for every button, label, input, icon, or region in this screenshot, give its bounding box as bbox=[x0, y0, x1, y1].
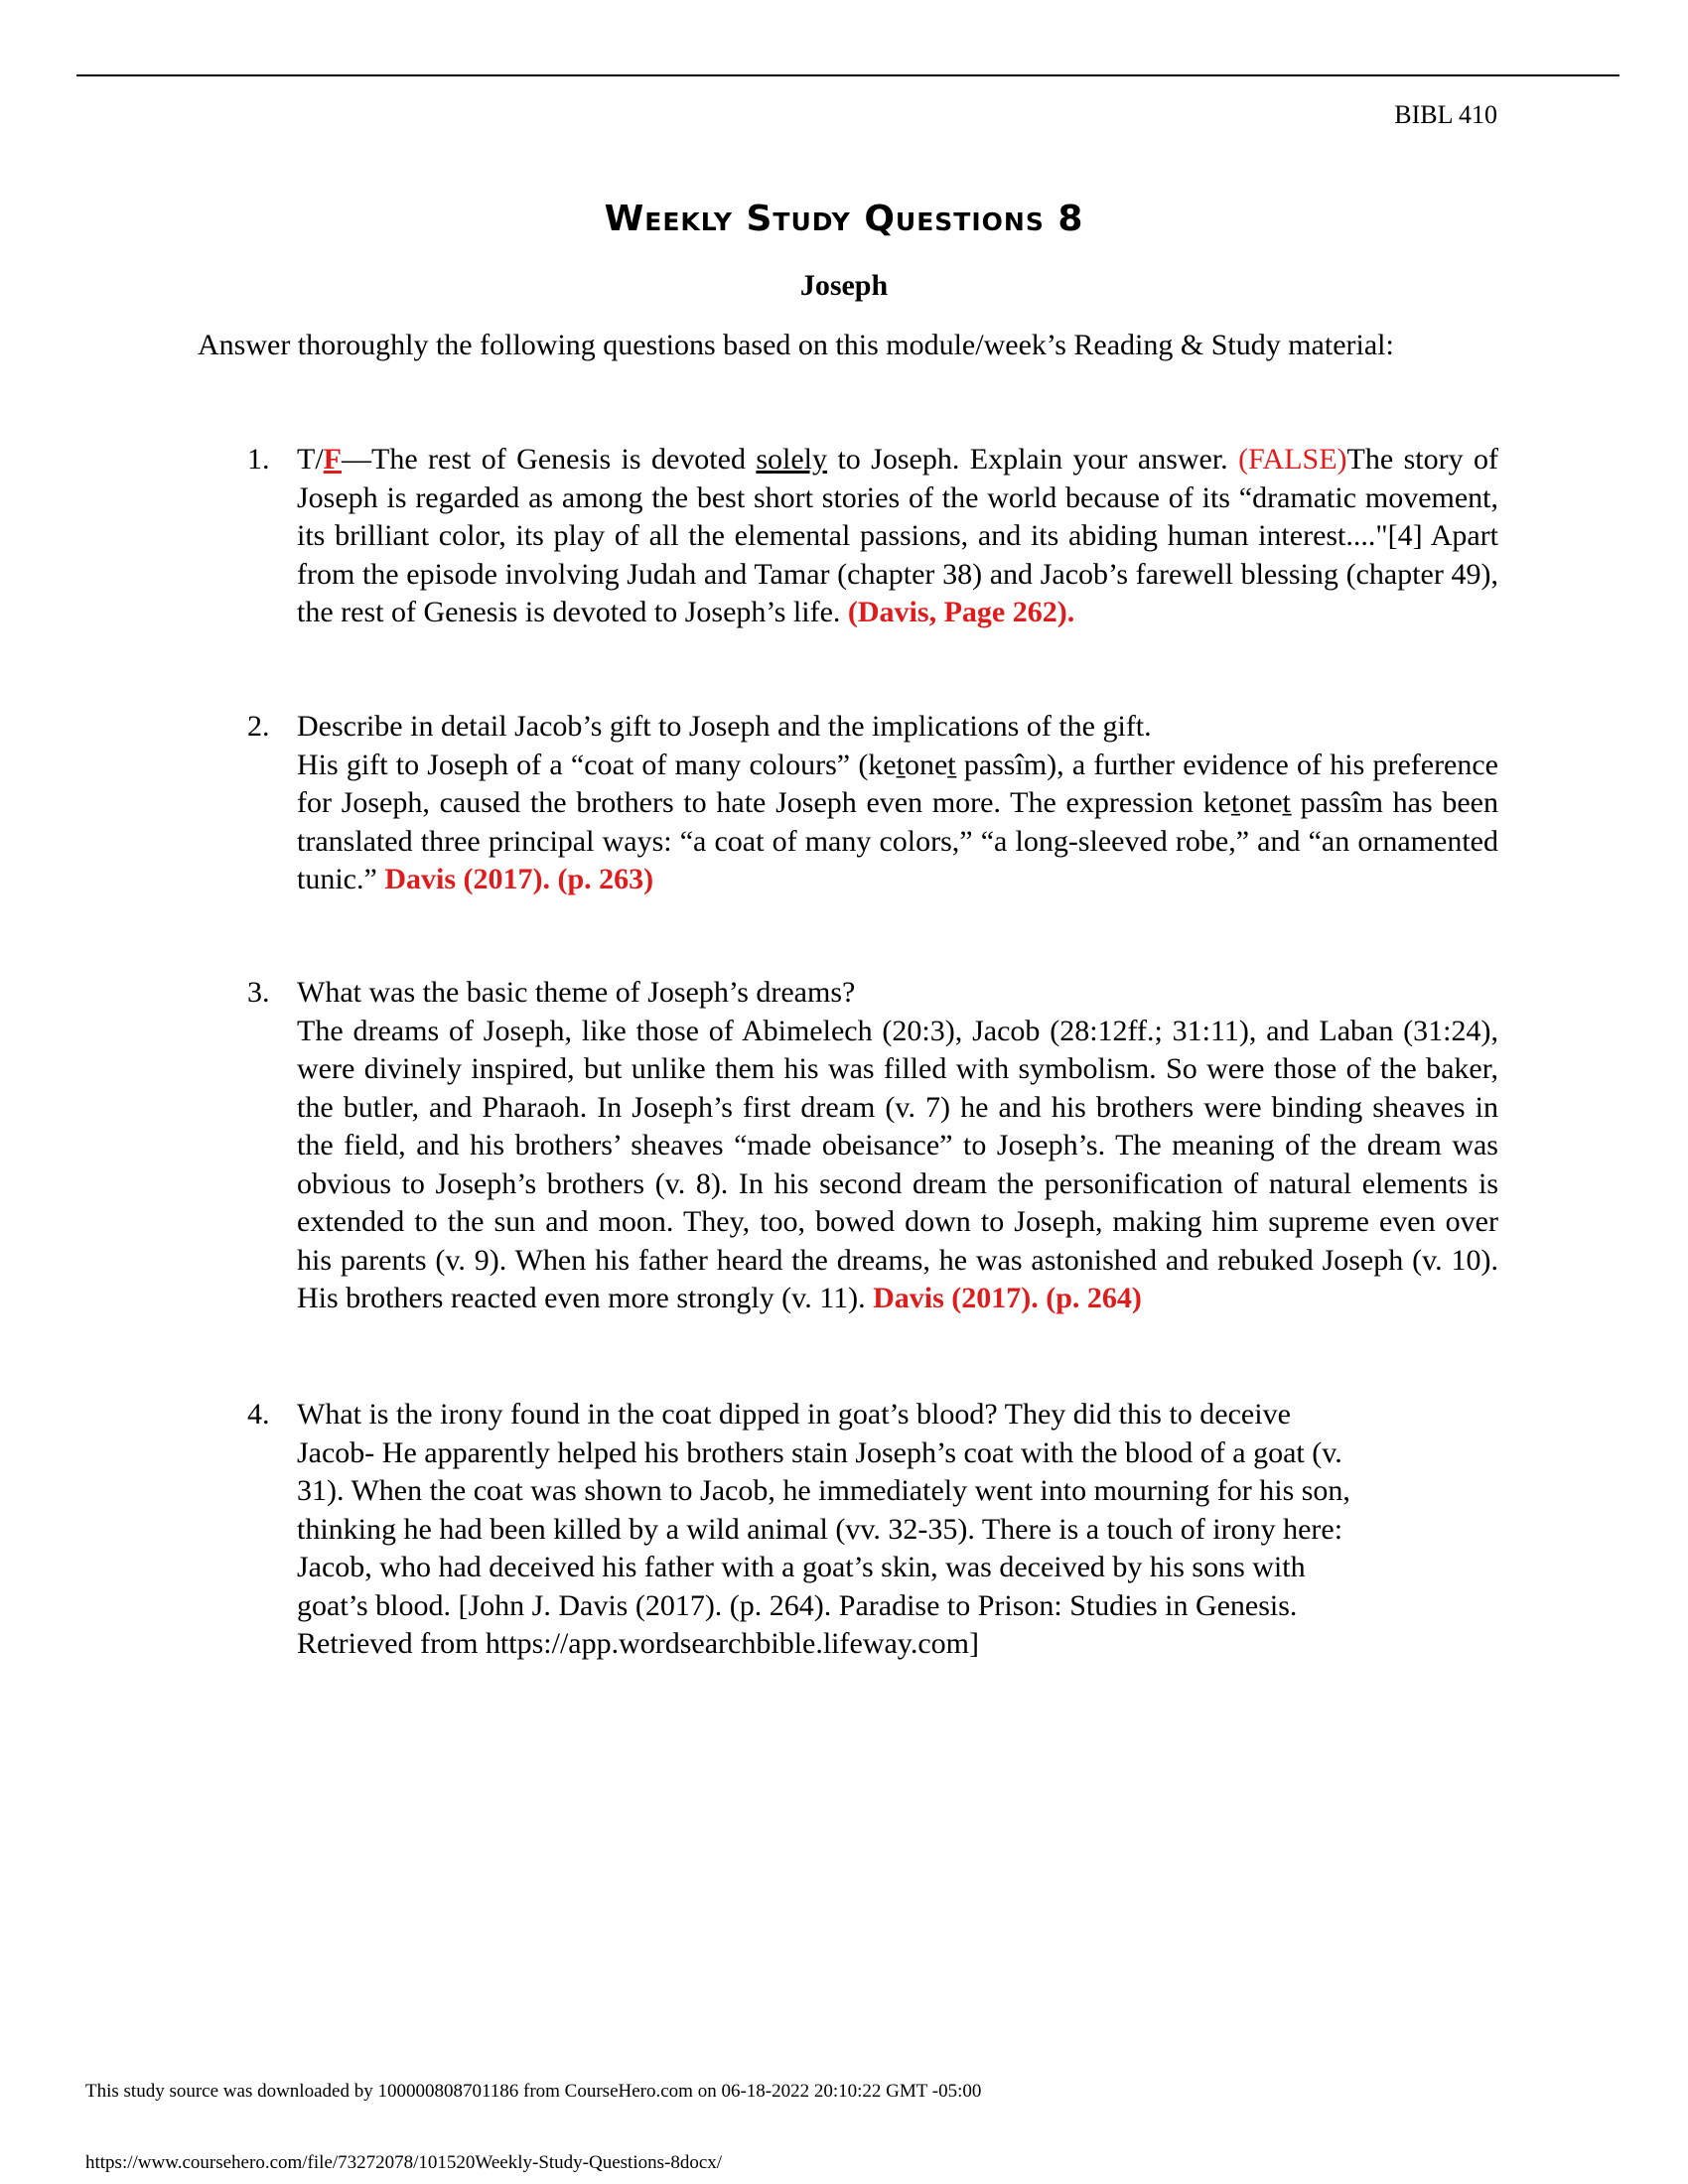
question-2 bbox=[198, 708, 1498, 899]
question-body bbox=[297, 708, 1498, 899]
question-text: Describe in detail Jacob’s gift to Joseph and the implications of the gift. bbox=[297, 710, 1152, 743]
answer-line: thinking he had been killed by a wild animal (vv. 32-35). There is a touch of irony here: bbox=[297, 1512, 1343, 1546]
question-3 bbox=[198, 974, 1498, 1318]
page-title: Weekly Study Questions 8 bbox=[604, 199, 1084, 239]
answer-text: His gift to Joseph of a “coat of many colours” (keṯoneṯ passîm), a further evidence of his preference for Joseph, caused the brothers to hate Joseph even more. The expression keṯoneṯ passîm has been translated three principal ways: “a coat of many colors,” “a long-sleeved robe,” and “an ornamented tunic.” bbox=[297, 748, 1498, 895]
citation: Davis (2017). (p. 264) bbox=[873, 1282, 1142, 1314]
page-subtitle: Joseph bbox=[799, 269, 889, 302]
footer-url[interactable]: https://www.coursehero.com/file/73272078/101520Weekly-Study-Questions-8docx/ bbox=[85, 2152, 723, 2173]
answer-marker: (FALSE) bbox=[1238, 443, 1347, 476]
question-number: 4. bbox=[247, 1398, 270, 1431]
question-1 bbox=[198, 441, 1498, 632]
answer-line: Retrieved from https://app.wordsearchbible.lifeway.com] bbox=[297, 1627, 979, 1660]
question-number: 2. bbox=[247, 710, 270, 743]
question-4 bbox=[198, 1396, 1498, 1664]
footer-source-line: This study source was downloaded by 100000808701186 from CourseHero.com on 06-18-2022 20:10:22 GMT -05:00 bbox=[85, 2081, 982, 2102]
answer-line: What is the irony found in the coat dipped in goat’s blood? They did this to deceive bbox=[297, 1398, 1291, 1431]
answer-line: goat’s blood. [John J. Davis (2017). (p. 264). Paradise to Prison: Studies in Genesis. bbox=[297, 1588, 1298, 1622]
question-number: 1. bbox=[247, 443, 270, 476]
question-body bbox=[297, 441, 1498, 632]
header-rule bbox=[76, 74, 1619, 76]
underlined-word: solely bbox=[756, 443, 828, 476]
citation: Davis (2017). (p. 263) bbox=[384, 863, 654, 895]
question-body bbox=[297, 1396, 1498, 1664]
question-text: —The rest of Genesis is devoted bbox=[342, 443, 757, 476]
question-body bbox=[297, 974, 1498, 1318]
answer-line: Jacob, who had deceived his father with a goat’s skin, was deceived by his sons with bbox=[297, 1551, 1306, 1583]
question-text: What was the basic theme of Joseph’s dreams? bbox=[297, 976, 856, 1009]
question-text-cont: to Joseph. Explain your answer. bbox=[827, 443, 1239, 476]
question-number: 3. bbox=[247, 976, 270, 1009]
intro-paragraph: Answer thoroughly the following questions based on this module/week’s Reading & Study material: bbox=[198, 329, 1394, 361]
answer-text: The story of Joseph is regarded as among the best short stories of the world because of its “dramatic movement, its brilliant color, its play of all the elemental passions, and its abiding human interest...."[4] Apart from the episode involving Judah and Tamar (chapter 38) and Jacob’s farewell blessing (chapter 49), the rest of Genesis is devoted to Joseph’s life. bbox=[297, 443, 1498, 628]
course-code: BIBL 410 bbox=[1394, 100, 1497, 129]
tf-false-answer: F bbox=[323, 443, 342, 476]
answer-line: 31). When the coat was shown to Jacob, he immediately went into mourning for his son, bbox=[297, 1474, 1350, 1507]
tf-true: T/ bbox=[297, 443, 324, 476]
citation: (Davis, Page 262). bbox=[847, 596, 1075, 628]
answer-text: The dreams of Joseph, like those of Abimelech (20:3), Jacob (28:12ff.; 31:11), and Laban (31:24), were divinely inspired, but unlike them his was filled with symbolism. So were those of the baker, the butler, and Pharaoh. In Joseph’s first dream (v. 7) he and his brothers were binding sheaves in the field, and his brothers’ sheaves “made obeisance” to Joseph’s. The meaning of the dream was obvious to Joseph’s brothers (v. 8). In his second dream the personification of natural elements is extended to the sun and moon. They, too, bowed down to Joseph, making him supreme even over his parents (v. 9). When his father heard the dreams, he was astonished and rebuked Joseph (v. 10). His brothers reacted even more strongly (v. 11). bbox=[297, 1014, 1498, 1314]
answer-line: Jacob- He apparently helped his brothers stain Joseph’s coat with the blood of a goat (v. bbox=[297, 1435, 1342, 1469]
